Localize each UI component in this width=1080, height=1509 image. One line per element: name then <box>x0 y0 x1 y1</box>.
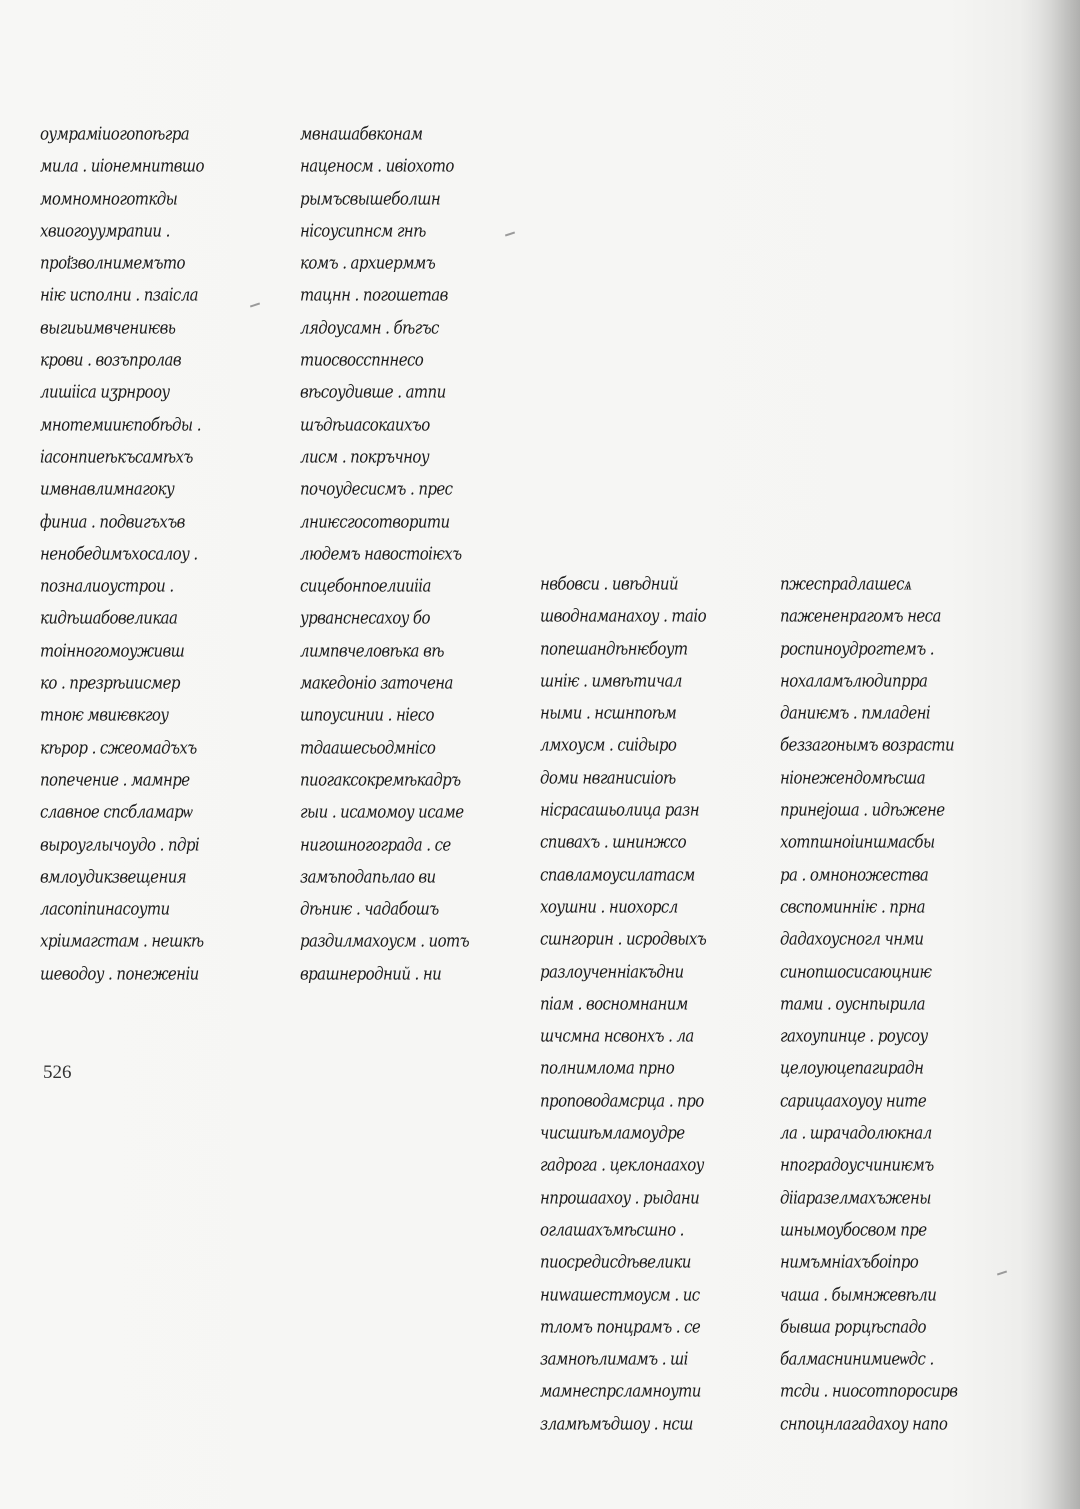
manuscript-line: сарицаахоуоу ните <box>780 1090 927 1112</box>
manuscript-line: свспоминнiѥ . прна <box>780 896 925 918</box>
manuscript-line: замъподапьлао ви <box>300 866 436 888</box>
manuscript-line: спивахъ . шнинжсо <box>540 832 687 853</box>
manuscript-line: сшнгорин . исродвыхъ <box>540 928 707 950</box>
manuscript-line: людемъ навостоiѥхъ <box>300 543 462 565</box>
manuscript-line: мвнашабвконам <box>300 123 423 145</box>
manuscript-line: шнiѥ . имвѣтичал <box>540 670 682 692</box>
text-column-2 <box>300 118 515 990</box>
manuscript-line: раздилмахоусм . иотъ <box>300 931 470 952</box>
manuscript-line: спавламоусилатасм <box>540 864 695 885</box>
manuscript-line: дiiаразелмахъжены <box>780 1187 931 1208</box>
manuscript-line: вѣсоудивше . атпи <box>300 382 446 403</box>
manuscript-line: лимпвчеловѣка вѣ <box>300 640 444 662</box>
book-gutter-shadow <box>1020 0 1080 1509</box>
manuscript-line: выгиьимвчениѥвь <box>40 317 176 339</box>
manuscript-line: хоушни . ниохорсл <box>540 896 678 918</box>
manuscript-line: целоуюцепагирадн <box>780 1058 924 1079</box>
manuscript-line: ла . шрачадолюкнал <box>780 1122 932 1144</box>
manuscript-line: балмаснинимиеѡдс . <box>780 1348 934 1370</box>
manuscript-line: нiсрасашьолица разн <box>540 799 699 821</box>
manuscript-line: попечение . мамнре <box>40 769 190 791</box>
manuscript-line: гадрога . цеклонаахоу <box>540 1154 704 1176</box>
manuscript-line: почоудесисмъ . прес <box>300 478 453 500</box>
manuscript-line: тоiнногомоуживш <box>40 640 185 662</box>
manuscript-line: момномноготкды <box>40 188 178 209</box>
manuscript-line: крови . возъпролав <box>40 349 181 371</box>
manuscript-line: ными . нсшнпоѣм <box>540 702 677 724</box>
manuscript-line: хотпшноiиншмасбы <box>780 832 935 853</box>
manuscript-line: чаша . бымнжевѣли <box>780 1284 937 1305</box>
manuscript-line: ненобедимъхосалоу . <box>40 543 198 565</box>
manuscript-line: iасонпиеѣкъсамѣхъ <box>40 446 193 468</box>
manuscript-line: тноѥ мвиѥвкгоу <box>40 704 169 726</box>
manuscript-line: проповодамсрца . про <box>540 1090 704 1112</box>
manuscript-line: имвнавлимнагоку <box>40 478 175 500</box>
text-column-4 <box>780 568 1002 1440</box>
manuscript-line: выроуглычоудо . пдрi <box>40 834 200 855</box>
manuscript-line: кѣрор . сжеомадъхъ <box>40 737 197 758</box>
manuscript-line: дадахоусногл чнми <box>780 928 924 950</box>
manuscript-line: роспиноудрогтемъ . <box>780 638 934 659</box>
manuscript-line: ра . омноножества <box>780 864 929 885</box>
manuscript-line: лмхоусм . сиiдыро <box>540 735 677 756</box>
manuscript-line: лисм . покръчноу <box>300 446 429 468</box>
manuscript-line: врашнеродний . ни <box>300 963 442 985</box>
manuscript-line: проi҃зволнимемъто <box>40 252 185 274</box>
manuscript-line: кидѣшабовеликаа <box>40 608 178 629</box>
manuscript-line: шнымоубосвом пре <box>780 1219 927 1241</box>
manuscript-line: нимъмнiахъбоiпро <box>780 1251 919 1273</box>
manuscript-line: нвбовси . ивѣдний <box>540 573 679 595</box>
manuscript-line: македонiо заточена <box>300 672 453 694</box>
text-column-1 <box>40 118 262 990</box>
manuscript-line: ласопiпинасоути <box>40 898 170 920</box>
manuscript-line: лниѥсгосотворити <box>300 511 450 532</box>
manuscript-line: комъ . архиерммъ <box>300 252 436 274</box>
manuscript-line: рымъсвышеболшн <box>300 188 441 209</box>
manuscript-line: гахоупинце . роусоу <box>780 1025 928 1047</box>
manuscript-line: нiонежендомѣсша <box>780 767 926 789</box>
manuscript-line: хвиогоуумрапии . <box>40 220 170 242</box>
manuscript-line: ко . презрѣиисмер <box>40 672 180 694</box>
manuscript-line: шводнаманахоу . таiо <box>540 605 706 627</box>
manuscript-line: ниwашестмоусм . ис <box>540 1284 700 1305</box>
manuscript-line: пажененрагомъ неса <box>780 605 941 627</box>
text-column-3 <box>540 568 762 1440</box>
manuscript-line: гыи . исамомоу исаме <box>300 801 464 823</box>
manuscript-line: позналиоусmрои . <box>40 575 174 597</box>
manuscript-line: замноѣлимамъ . шi <box>540 1348 688 1370</box>
manuscript-line: тсди . ниосотпоросирв <box>780 1381 958 1402</box>
manuscript-line: оумрамiиогопоѣгра <box>40 123 190 145</box>
manuscript-line: лядоусамн . бѣгъс <box>300 317 439 339</box>
manuscript-line: мнотемииѥпобѣды . <box>40 414 201 435</box>
manuscript-line: нигошногограда . се <box>300 834 451 855</box>
manuscript-line: дѣниѥ . чадабошъ <box>300 898 439 920</box>
manuscript-line: нiѥ исполни . пзаiсла <box>40 285 198 306</box>
manuscript-line: беззагонымъ возрасти <box>780 735 955 756</box>
manuscript-line: пиосредисдѣвелики <box>540 1251 691 1273</box>
manuscript-line: попешандѣнѥбоут <box>540 638 688 659</box>
manuscript-line: сицебонпоелииiiа <box>300 575 431 597</box>
page-number: 526 <box>43 1062 72 1083</box>
manuscript-line: нпрошаахоу . рыдани <box>540 1187 700 1208</box>
manuscript-line: шеводоу . понеженiи <box>40 963 199 985</box>
manuscript-line: оглашахъмѣсшно . <box>540 1219 684 1241</box>
manuscript-line: доми нвганисиiоѣ <box>540 767 676 789</box>
manuscript-line: пиогаксокремѣкадръ <box>300 769 461 791</box>
manuscript-line: финиа . подвигъхъв <box>40 511 185 532</box>
manuscript-line: тиосвосспннесо <box>300 349 424 371</box>
manuscript-line: синопшосисаюцниѥ <box>780 961 932 982</box>
manuscript-line: мила . иiонемнитвшо <box>40 155 204 177</box>
manuscript-line: нпоградоусчиниѥмъ <box>780 1154 934 1176</box>
manuscript-line: принеjоша . идѣжене <box>780 799 945 821</box>
manuscript-line: тацнн . погошетав <box>300 285 448 306</box>
manuscript-line: вмлоудикзвещения <box>40 866 187 888</box>
manuscript-line: бывша рорцѣспадо <box>780 1316 926 1338</box>
manuscript-line: нохаламълюдипрра <box>780 670 928 692</box>
manuscript-line: тами . оуснпырила <box>780 993 926 1015</box>
manuscript-line: лишiiса иӡрнрооу <box>40 382 170 403</box>
manuscript-line: мамнеспрсламноути <box>540 1381 701 1402</box>
manuscript-line: зламѣмъдшоу . нсш <box>540 1413 693 1435</box>
manuscript-line: пiам . восномнаним <box>540 993 688 1015</box>
manuscript-line: чисшиѣмламоудре <box>540 1122 685 1144</box>
manuscript-line: тдаашесьодмнiсо <box>300 737 436 758</box>
manuscript-line: шъдѣиасокаихъо <box>300 414 430 435</box>
manuscript-line: шчсмна нсвонхъ . ла <box>540 1025 694 1047</box>
manuscript-line: урванснесахоу бо <box>300 608 430 629</box>
manuscript-line: даниѥмъ . пмладенi <box>780 702 931 724</box>
manuscript-line: наценосм . ивiохото <box>300 155 454 177</box>
manuscript-line: шпоусинии . нiесо <box>300 704 434 726</box>
manuscript-line: хрiимагстам . нешкѣ <box>40 931 204 952</box>
manuscript-line: полнимлома прно <box>540 1058 675 1079</box>
manuscript-line: снпоцнлагадахоу напо <box>780 1413 948 1435</box>
manuscript-line: тломъ понцрамъ . се <box>540 1316 701 1338</box>
manuscript-line: разлоученнiакъдни <box>540 961 684 982</box>
manuscript-line: пжеспрадлашесѧ <box>780 573 912 595</box>
manuscript-line: славное спсбламарѡ <box>40 801 193 823</box>
manuscript-line: нiсоусипнсм гнѣ <box>300 220 426 242</box>
